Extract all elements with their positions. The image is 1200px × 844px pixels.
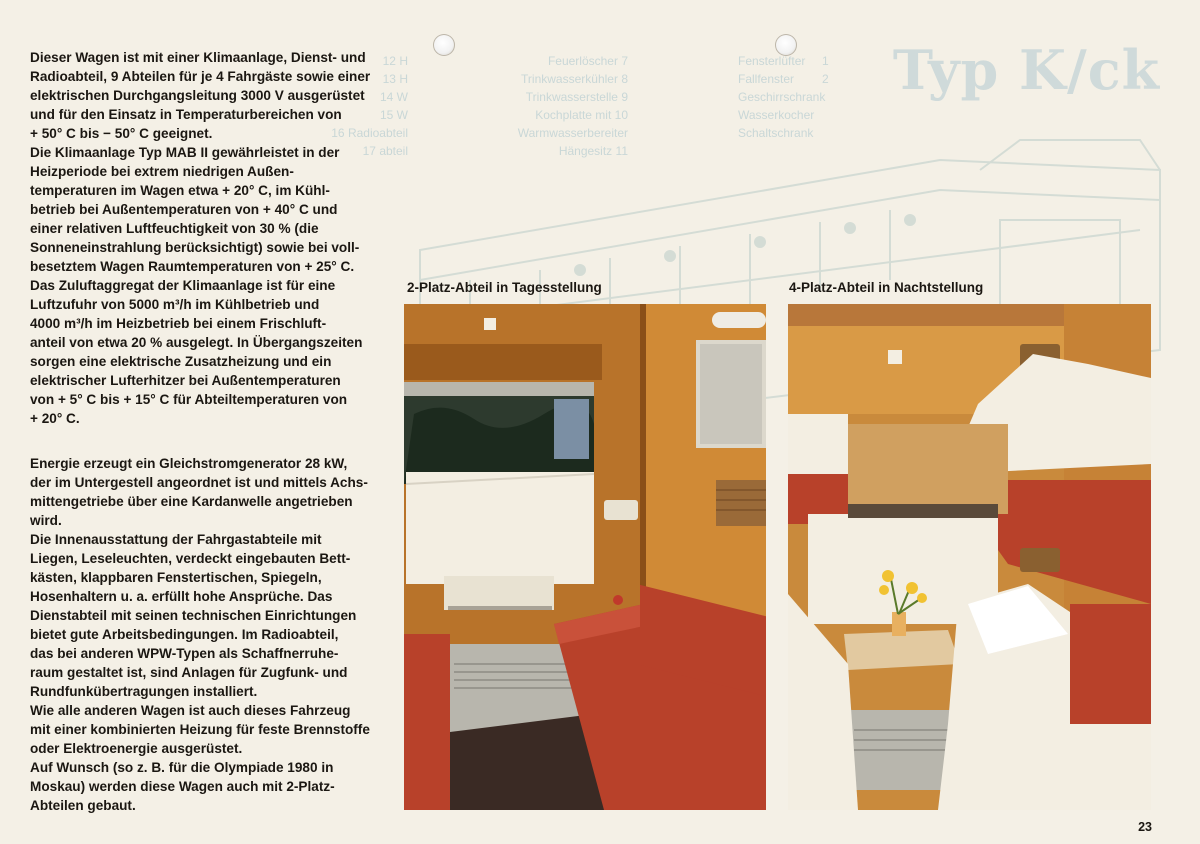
right-photo-caption: 4-Platz-Abteil in Nachtstellung — [789, 280, 984, 295]
legend-entry: Kochplatte mit 10 — [535, 108, 628, 122]
legend-entry: 17 abteil — [362, 144, 408, 158]
legend-entry: Wasserkocher — [738, 108, 815, 122]
text-line: sorgen eine elektrische Zusatzheizung und ein — [30, 354, 332, 369]
legend-entry: 15 W — [379, 108, 408, 122]
text-line: Luftzufuhr von 5000 m³/h im Kühlbetrieb und — [30, 297, 320, 312]
text-line: + 20° C. — [30, 411, 80, 426]
text-line: Das Zuluftaggregat der Klimaanlage ist für eine — [30, 278, 336, 293]
text-line: und für den Einsatz in Temperaturbereichen von — [30, 107, 342, 122]
text-line: Dieser Wagen ist mit einer Klimaanlage, Dienst- und — [30, 50, 366, 65]
text-line: mittengetriebe über eine Kardanwelle angetrieben — [30, 494, 353, 509]
text-line: temperaturen im Wagen etwa + 20° C, im Kühl- — [30, 183, 330, 198]
page-number: 23 — [1138, 820, 1152, 834]
legend-entry: Warmwasserbereiter — [517, 126, 628, 140]
text-line: Die Klimaanlage Typ MAB II gewährleistet in der — [30, 145, 340, 160]
text-line: Energie erzeugt ein Gleichstromgenerator 28 kW, — [30, 456, 348, 471]
text-line: Sonneneinstrahlung berücksichtigt) sowie bei voll- — [30, 240, 360, 255]
legend-entry: Schaltschrank — [738, 126, 814, 140]
text-line: Heizperiode bei extrem niedrigen Außen- — [30, 164, 294, 179]
text-line: der im Untergestell angeordnet ist und mittels Achs- — [30, 475, 368, 490]
text-line: einer relativen Luftfeuchtigkeit von 30 % (die — [30, 221, 319, 236]
text-line: Rundfunkübertragungen installiert. — [30, 684, 258, 699]
text-line: Hosenhaltern u. a. erfüllt hohe Ansprüche. Das — [30, 589, 333, 604]
left-photo-caption: 2-Platz-Abteil in Tagesstellung — [407, 280, 602, 295]
text-line: Wie alle anderen Wagen ist auch dieses Fahrzeug — [30, 703, 351, 718]
text-line: anteil von etwa 20 % ausgelegt. In Übergangszeiten — [30, 335, 363, 350]
legend-entry: 13 H — [382, 72, 408, 86]
text-line: Abteilen gebaut. — [30, 798, 136, 813]
legend-entry: 16 Radioabteil — [331, 126, 408, 140]
legend-entry: Hängesitz 11 — [558, 144, 628, 158]
text-line: mit einer kombinierten Heizung für feste Brennstoffe — [30, 722, 370, 737]
text-line: Liegen, Leseleuchten, verdeckt eingebauten Bett- — [30, 551, 351, 566]
legend-num: 1 — [822, 54, 829, 68]
background-legend-nums1 — [822, 52, 829, 88]
legend-entry: 14 W — [379, 90, 408, 104]
photo-4-seat-compartment — [788, 304, 1151, 810]
text-line: Die Innenausstattung der Fahrgastabteile mit — [30, 532, 322, 547]
text-line: von + 5° C bis + 15° C für Abteiltemperaturen von — [30, 392, 348, 407]
text-line: elektrischen Durchgangsleitung 3000 V ausgerüstet — [30, 88, 365, 103]
text-line: Auf Wunsch (so z. B. für die Olympiade 1980 in — [30, 760, 334, 775]
photo-2-seat-compartment — [404, 304, 766, 810]
description-block-1 — [30, 48, 402, 428]
legend-num: 2 — [822, 72, 829, 86]
text-line: Dienstabteil mit seinen technischen Einrichtungen — [30, 608, 357, 623]
text-line: Radioabteil, 9 Abteilen für je 4 Fahrgäste sowie einer — [30, 69, 371, 84]
legend-entry: Trinkwasserkühler 8 — [521, 72, 628, 86]
text-line: betrieb bei Außentemperaturen von + 40° C und — [30, 202, 338, 217]
text-line: Moskau) werden diese Wagen auch mit 2-Platz- — [30, 779, 335, 794]
legend-entry: Geschirrschrank — [738, 90, 826, 104]
legend-entry: Fensterlüfter — [738, 54, 806, 68]
background-legend-col1 — [738, 52, 826, 142]
description-block-2 — [30, 454, 402, 815]
text-line: oder Elektroenergie ausgerüstet. — [30, 741, 243, 756]
background-drawing-title: Typ K/ck — [892, 38, 1160, 102]
text-line: 4000 m³/h im Heizbetrieb bei einem Frischluft- — [30, 316, 327, 331]
text-line: besetztem Wagen Raumtemperaturen von + 25° C. — [30, 259, 355, 274]
text-line: + 50° C bis − 50° C geeignet. — [30, 126, 213, 141]
text-line: wird. — [30, 513, 62, 528]
legend-entry: 12 H — [382, 54, 408, 68]
text-line: das bei anderen WPW-Typen als Schaffnerruhe- — [30, 646, 339, 661]
legend-entry: Fallfenster — [738, 72, 795, 86]
text-line: bietet gute Arbeitsbedingungen. Im Radioabteil, — [30, 627, 339, 642]
legend-entry: Feuerlöscher 7 — [547, 54, 628, 68]
legend-entry: Trinkwasserstelle 9 — [525, 90, 628, 104]
background-legend-col2 — [478, 52, 628, 160]
text-line: kästen, klappbaren Fenstertischen, Spiegeln, — [30, 570, 322, 585]
text-line: elektrischer Lufterhitzer bei Außentemperaturen — [30, 373, 341, 388]
text-line: raum gestaltet ist, sind Anlagen für Zugfunk- und — [30, 665, 348, 680]
